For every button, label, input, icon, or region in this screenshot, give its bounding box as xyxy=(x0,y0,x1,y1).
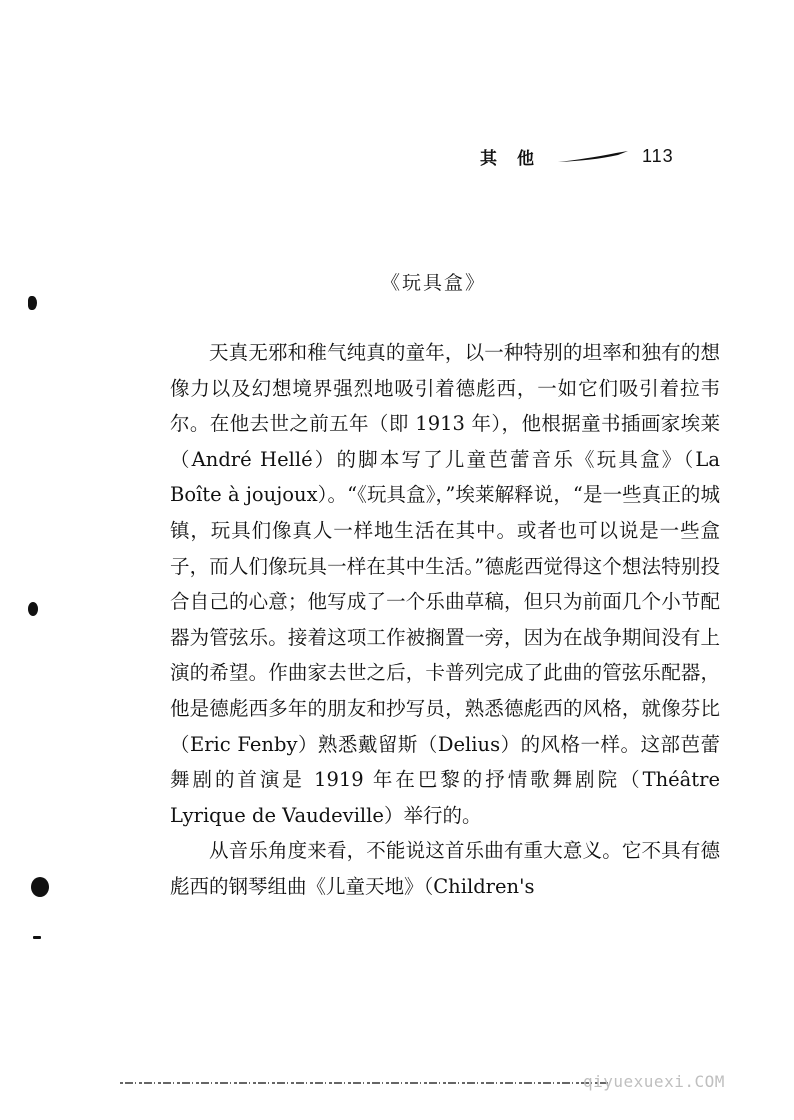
binding-hole-mark xyxy=(31,877,49,897)
page-number: 113 xyxy=(642,145,674,166)
section-title: 《玩具盒》 xyxy=(381,272,487,294)
binding-hole-mark xyxy=(28,296,37,310)
scan-speck xyxy=(33,936,41,939)
body-text xyxy=(170,335,720,905)
paragraph: 天真无邪和稚气纯真的童年，以一种特别的坦率和独有的想像力以及幻想境界强烈地吸引着德彪西，一如它们吸引着拉韦尔。在他去世之前五年（即 1913 年），他根据童书插画家埃莱（André Hellé）的脚本写了儿童芭蕾音乐《玩具盒》（La Boîte à joujoux）。“《玩具盒》，”埃莱解释说，“是一些真正的城镇，玩具们像真人一样地生活在其中。或者也可以说是一些盒子，而人们像玩具一样在其中生活。”德彪西觉得这个想法特别投合自己的心意；他写成了一个乐曲草稿，但只为前面几个小节配器为管弦乐。接着这项工作被搁置一旁，因为在战争期间没有上演的希望。作曲家去世之后，卡普列完成了此曲的管弦乐配器，他是德彪西多年的朋友和抄写员，熟悉德彪西的风格，就像芬比（Eric Fenby）熟悉戴留斯（Delius）的风格一样。这部芭蕾舞剧的首演是 1919 年在巴黎的抒情歌舞剧院（Théâtre Lyrique de Vaudeville）举行的。 xyxy=(170,341,720,827)
chapter-title: 其他 xyxy=(480,148,554,169)
watermark: qiyuexuexi.COM xyxy=(583,1072,725,1091)
flourish-ornament-icon xyxy=(556,148,630,164)
binding-hole-mark xyxy=(28,602,38,616)
running-header xyxy=(480,142,674,170)
footer-rule xyxy=(120,1079,610,1087)
paragraph: 从音乐角度来看，不能说这首乐曲有重大意义。它不具有德彪西的钢琴组曲《儿童天地》（Children's xyxy=(170,839,720,898)
